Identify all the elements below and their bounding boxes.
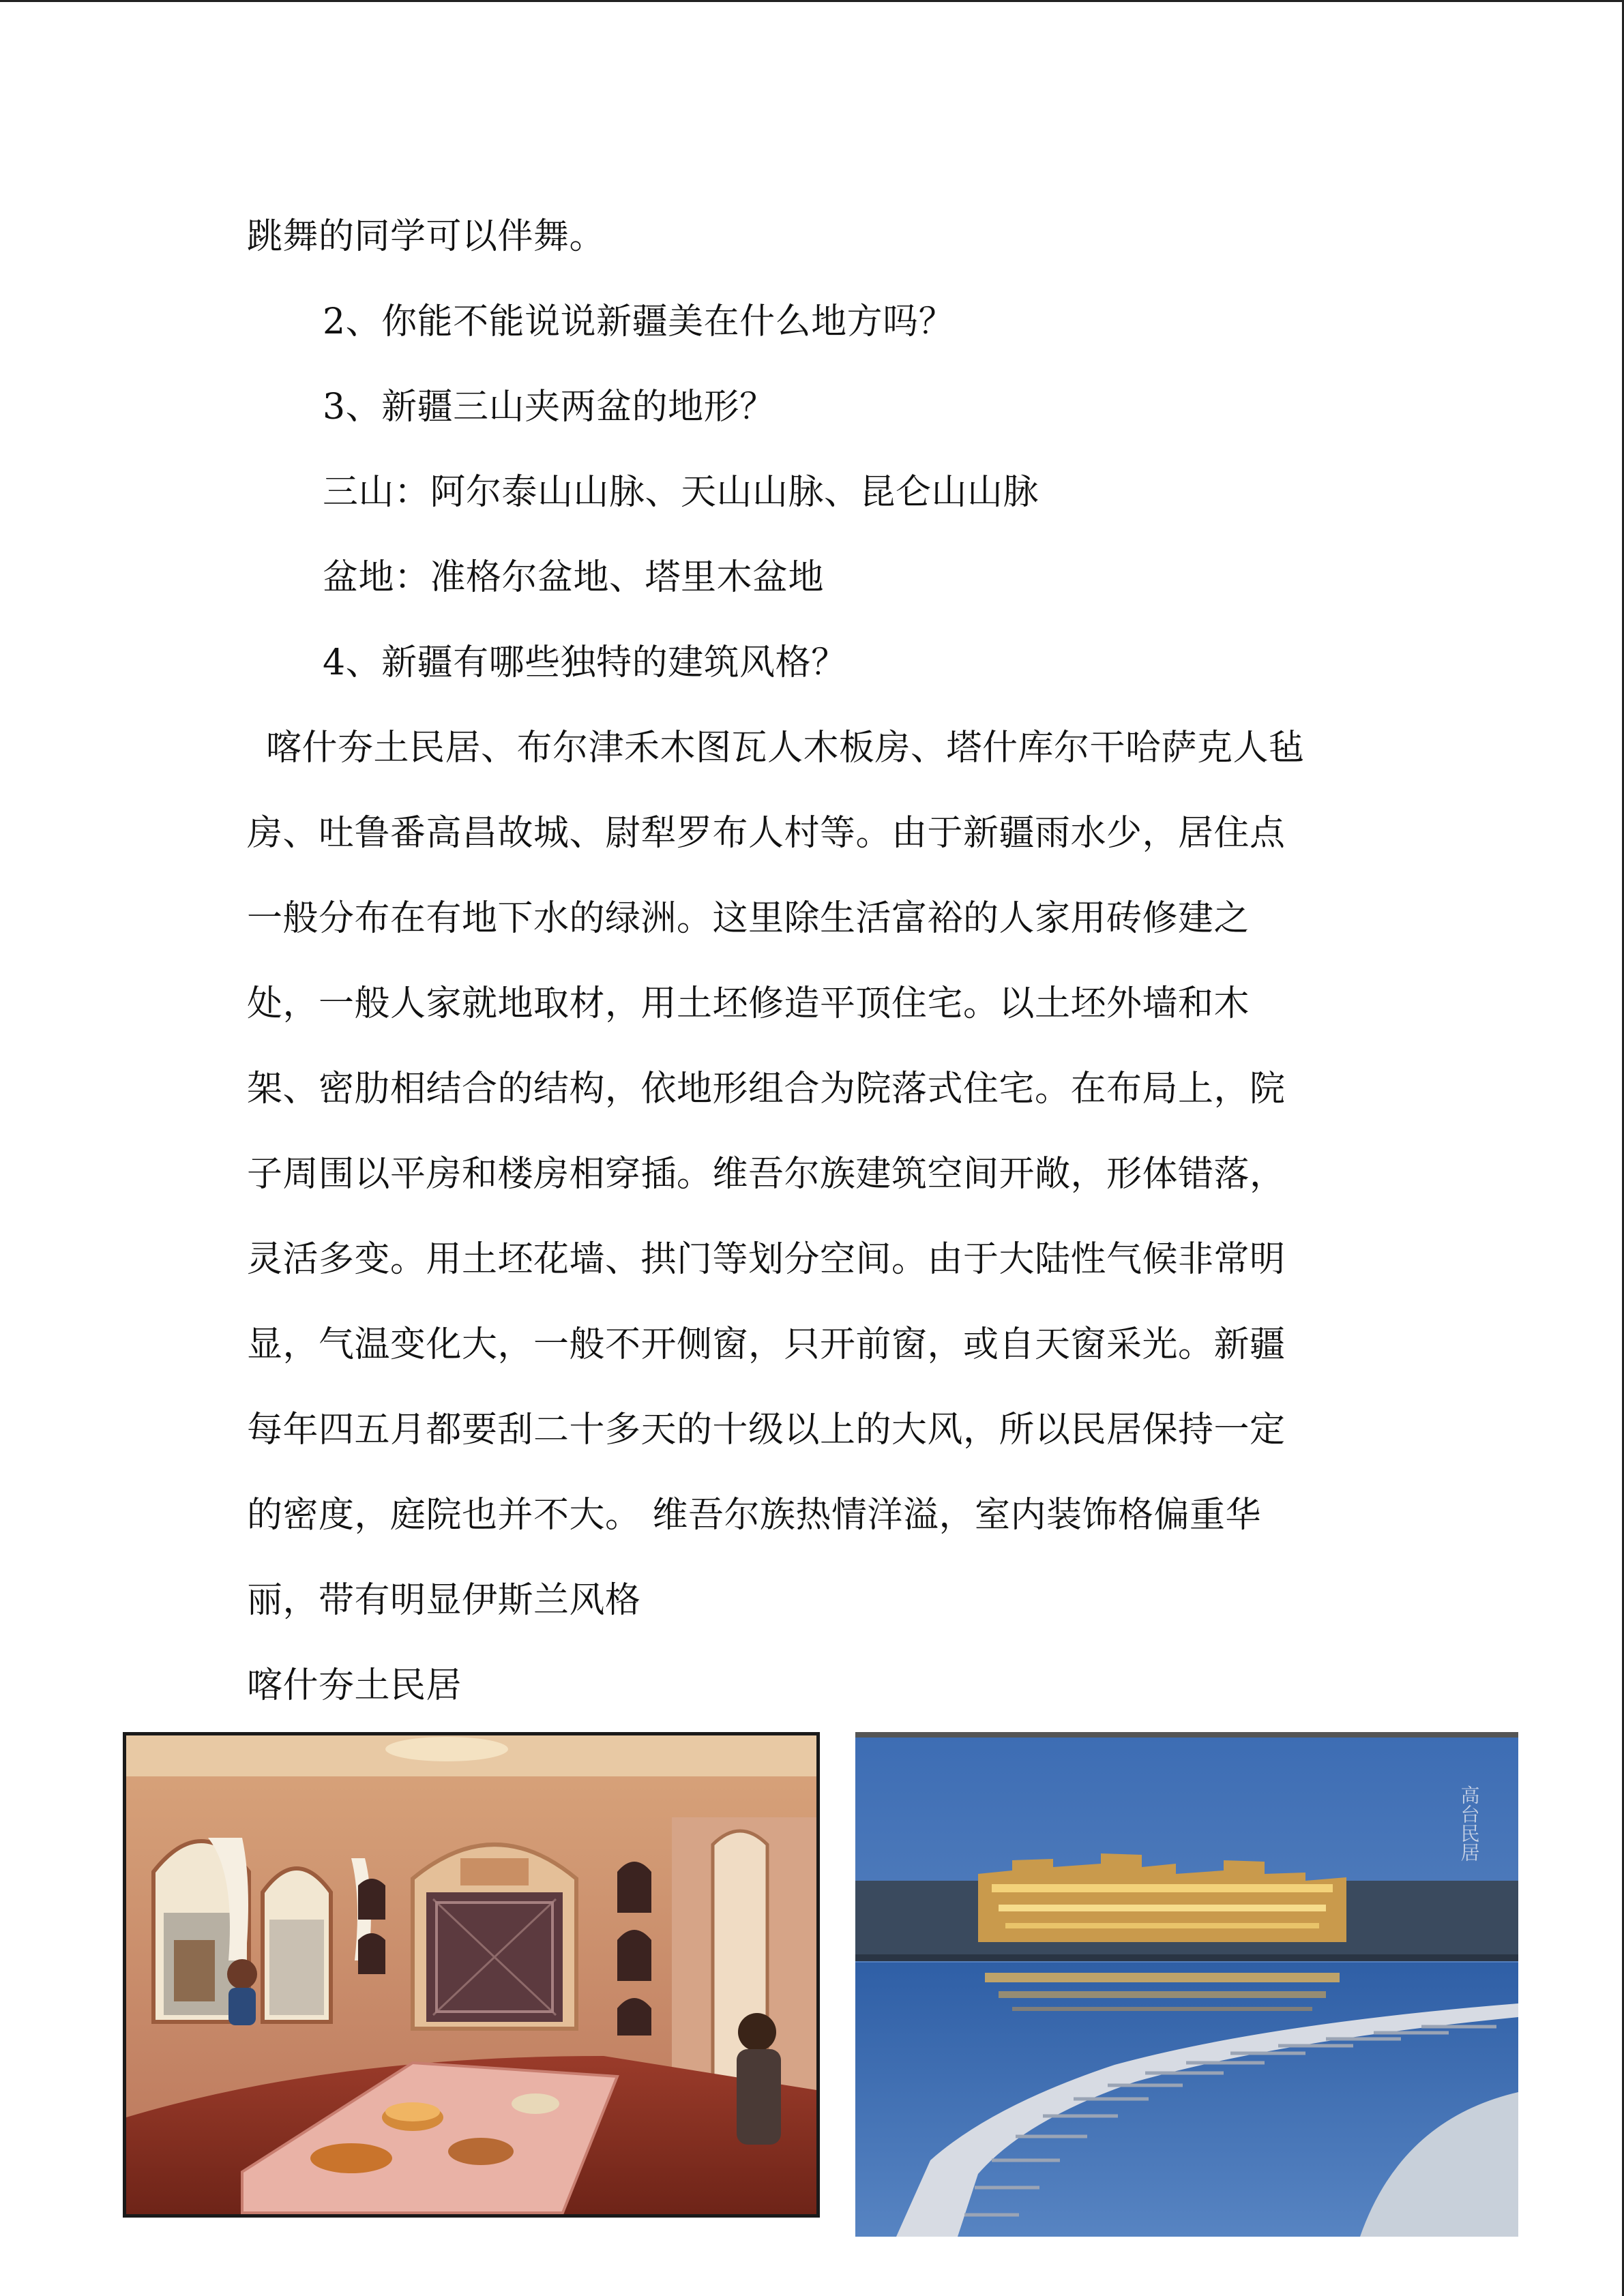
photo-caption: 喀什夯土民居 (247, 1665, 462, 1706)
interior-scene (126, 1735, 816, 2214)
paragraph-line-10: 的密度，庭院也并不大。 维吾尔族热情洋溢，室内装饰格偏重华 (247, 1495, 1262, 1536)
paragraph-line-2: 房、吐鲁番高昌故城、尉犁罗布人村等。由于新疆雨水少，居住点 (247, 813, 1286, 854)
photo-watermark: 高台民居 (1458, 1785, 1481, 1862)
paragraph-line-5: 架、密肋相结合的结构，依地形组合为院落式住宅。在布局上，院 (247, 1069, 1286, 1109)
paragraph-line-3: 一般分布在有地下水的绿洲。这里除生活富裕的人家用砖修建之 (247, 898, 1250, 939)
paragraph-line-9: 每年四五月都要刮二十多天的十级以上的大风，所以民居保持一定 (247, 1410, 1286, 1450)
top-border (0, 0, 1624, 2)
text-line-1: 跳舞的同学可以伴舞。 (247, 216, 606, 257)
three-mountains: 三山：阿尔泰山山脉、天山山脉、昆仑山山脉 (323, 472, 1039, 513)
night-lakeside-photo (855, 1732, 1518, 2237)
paragraph-line-4: 处，一般人家就地取材，用土坯修造平顶住宅。以土坯外墙和木 (247, 983, 1250, 1024)
kashgar-interior-photo (123, 1732, 820, 2218)
paragraph-line-7: 灵活多变。用土坯花墙、拱门等划分空间。由于大陆性气候非常明 (247, 1239, 1286, 1280)
night-scene (855, 1738, 1518, 2237)
paragraph-line-11: 丽，带有明显伊斯兰风格 (247, 1580, 641, 1621)
question-4: 4、新疆有哪些独特的建筑风格？ (323, 642, 847, 683)
paragraph-line-6: 子周围以平房和楼房相穿插。维吾尔族建筑空间开敞，形体错落， (247, 1154, 1286, 1195)
two-basins: 盆地：准格尔盆地、塔里木盆地 (323, 557, 825, 598)
question-3: 3、新疆三山夹两盆的地形？ (323, 387, 776, 428)
paragraph-line-8: 显，气温变化大，一般不开侧窗，只开前窗，或自天窗采光。新疆 (247, 1324, 1286, 1365)
question-2: 2、你能不能说说新疆美在什么地方吗？ (323, 301, 955, 342)
paragraph-line-1: 喀什夯土民居、布尔津禾木图瓦人木板房、塔什库尔干哈萨克人毡 (266, 728, 1305, 769)
